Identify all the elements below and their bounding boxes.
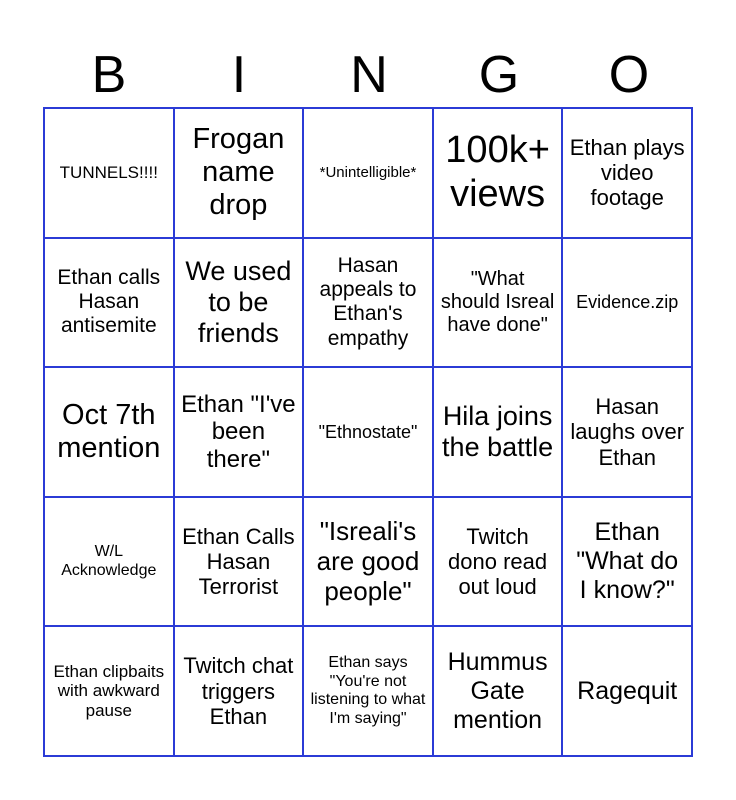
bingo-cell[interactable]: "What should Isreal have done": [433, 238, 563, 368]
bingo-cell[interactable]: Hummus Gate mention: [433, 626, 563, 756]
header-letter-b: B: [91, 46, 127, 104]
bingo-cell[interactable]: Ethan calls Hasan antisemite: [44, 238, 174, 368]
bingo-cell[interactable]: "Ethnostate": [303, 367, 433, 497]
bingo-cell[interactable]: Frogan name drop: [174, 108, 304, 238]
header-letter-o: O: [608, 46, 650, 104]
bingo-cell[interactable]: Ethan "I've been there": [174, 367, 304, 497]
bingo-cell[interactable]: Evidence.zip: [562, 238, 692, 368]
bingo-cell[interactable]: Oct 7th mention: [44, 367, 174, 497]
header-letter-g: G: [478, 46, 520, 104]
bingo-cell[interactable]: Ethan clipbaits with awkward pause: [44, 626, 174, 756]
bingo-cell[interactable]: 100k+ views: [433, 108, 563, 238]
bingo-header: [44, 44, 694, 106]
bingo-cell[interactable]: Hasan appeals to Ethan's empathy: [303, 238, 433, 368]
bingo-cell[interactable]: Hila joins the battle: [433, 367, 563, 497]
bingo-cell[interactable]: Ethan "What do I know?": [562, 497, 692, 627]
bingo-cell[interactable]: Ethan plays video footage: [562, 108, 692, 238]
bingo-cell[interactable]: We used to be friends: [174, 238, 304, 368]
bingo-cell[interactable]: Ragequit: [562, 626, 692, 756]
header-letter-n: N: [350, 46, 388, 104]
bingo-cell[interactable]: Ethan says "You're not listening to what I'm saying": [303, 626, 433, 756]
bingo-cell[interactable]: Twitch chat triggers Ethan: [174, 626, 304, 756]
bingo-cell[interactable]: *Unintelligible*: [303, 108, 433, 238]
bingo-board: [43, 107, 693, 757]
bingo-cell[interactable]: Hasan laughs over Ethan: [562, 367, 692, 497]
header-letter-i: I: [231, 46, 247, 104]
bingo-cell[interactable]: W/L Acknowledge: [44, 497, 174, 627]
bingo-cell[interactable]: TUNNELS!!!!: [44, 108, 174, 238]
bingo-cell[interactable]: Twitch dono read out loud: [433, 497, 563, 627]
bingo-cell[interactable]: "Isreali's are good people": [303, 497, 433, 627]
bingo-cell[interactable]: Ethan Calls Hasan Terrorist: [174, 497, 304, 627]
